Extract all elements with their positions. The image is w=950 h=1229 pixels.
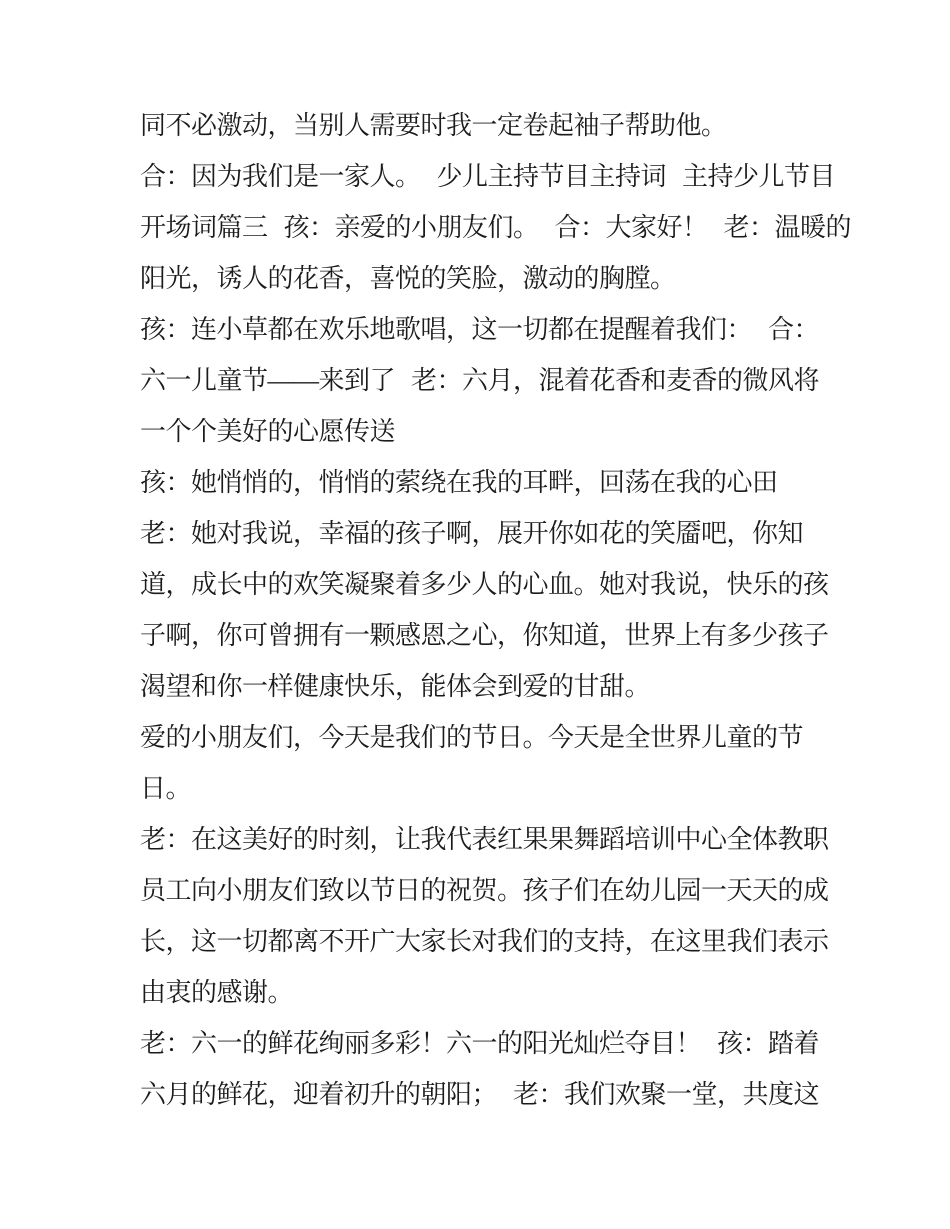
text-line: 老：她对我说，幸福的孩子啊，展开你如花的笑靥吧，你知 (140, 519, 804, 548)
text-line: 老：六一的鲜花绚丽多彩！六一的阳光灿烂夺目！ 孩：踏着 (140, 1029, 820, 1058)
text-line: 爱的小朋友们，今天是我们的节日。今天是全世界儿童的节 (140, 723, 804, 752)
text-line: 孩：连小草都在欢乐地歌唱，这一切都在提醒着我们： 合： (140, 315, 820, 344)
text-line: 孩：她悄悄的，悄悄的萦绕在我的耳畔，回荡在我的心田 (140, 468, 778, 497)
text-line: 子啊，你可曾拥有一颗感恩之心，你知道，世界上有多少孩子 (140, 621, 829, 650)
text-line: 长，这一切都离不开广大家长对我们的支持，在这里我们表示 (140, 927, 829, 956)
text-line: 员工向小朋友们致以节日的祝贺。孩子们在幼儿园一天天的成 (140, 876, 829, 905)
text-line: 阳光，诱人的花香，喜悦的笑脸，激动的胸膛。 (140, 264, 676, 293)
text-line: 六月的鲜花，迎着初升的朝阳； 老：我们欢聚一堂，共度这 (140, 1080, 820, 1109)
text-line: 日。 (140, 774, 192, 803)
text-line: 由衷的感谢。 (140, 978, 294, 1007)
text-line: 渴望和你一样健康快乐，能体会到爱的甘甜。 (140, 672, 651, 701)
text-line: 道，成长中的欢笑凝聚着多少人的心血。她对我说，快乐的孩 (140, 570, 829, 599)
text-line: 一个个美好的心愿传送 (140, 417, 396, 446)
text-line: 老：在这美好的时刻，让我代表红果果舞蹈培训中心全体教职 (140, 825, 829, 854)
text-line: 开场词篇三 孩：亲爱的小朋友们。 合：大家好！ 老：温暖的 (140, 213, 852, 242)
text-line: 六一儿童节——来到了 老：六月，混着花香和麦香的微风将 (140, 366, 820, 395)
text-line: 合：因为我们是一家人。 少儿主持节目主持词 主持少儿节目 (140, 162, 836, 191)
text-line: 同不必激动，当别人需要时我一定卷起袖子帮助他。 (140, 111, 727, 140)
